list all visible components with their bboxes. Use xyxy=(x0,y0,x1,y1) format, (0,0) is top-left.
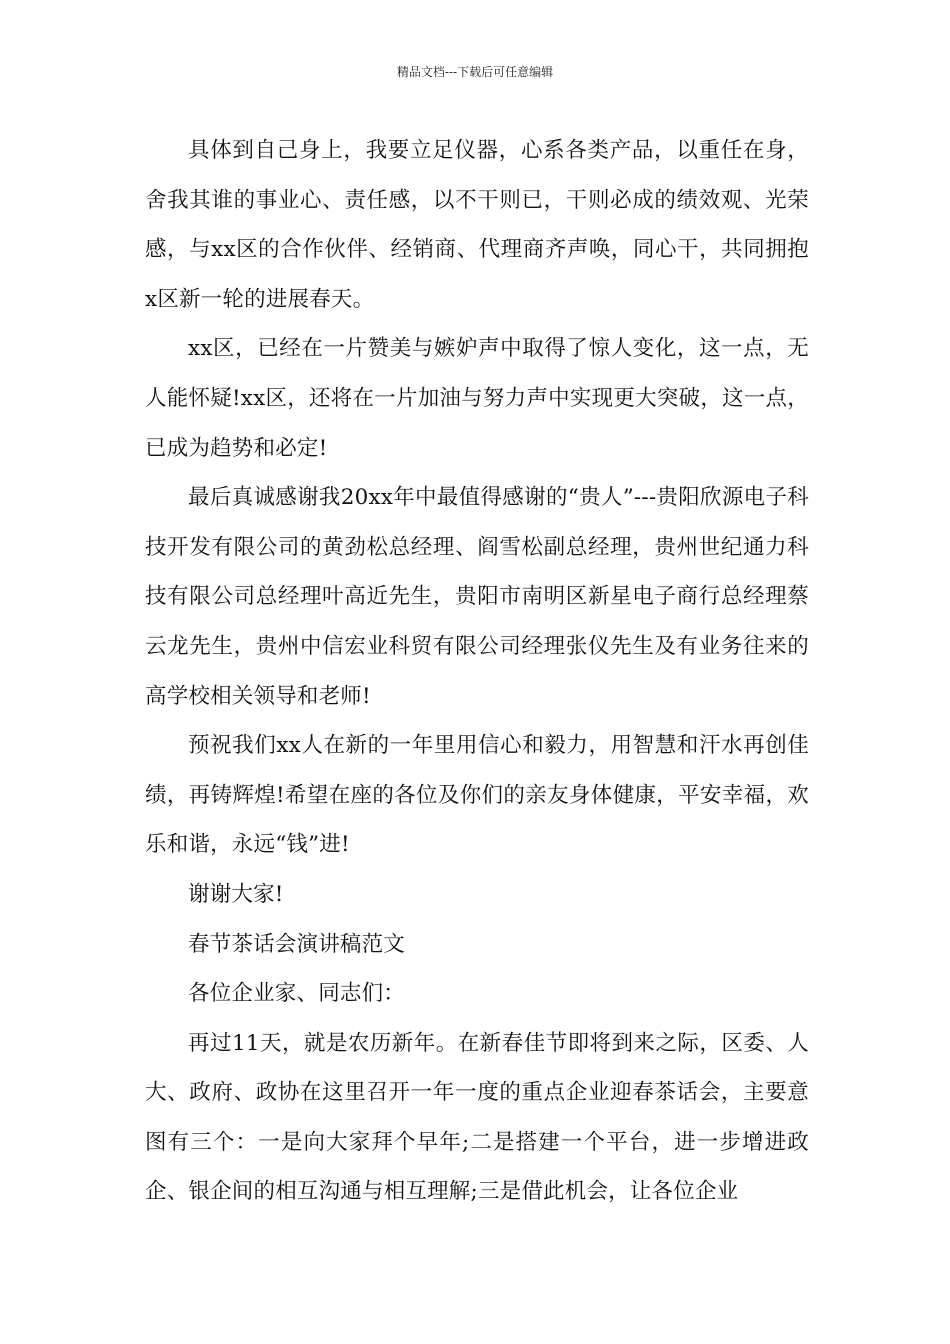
document-body xyxy=(145,126,809,1217)
paragraph-5: 再过11天，就是农历新年。在新春佳节即将到来之际，区委、人大、政府、政协在这里召开一年一度的重点企业迎春茶话会，主要意图有三个：一是向大家拜个早年;二是搭建一个平台，进一步增进政企、银企间的相互沟通与相互理解;三是借此机会，让各位企业 xyxy=(145,1030,809,1205)
paragraph-4: 预祝我们xx人在新的一年里用信心和毅力，用智慧和汗水再创佳绩，再铸辉煌!希望在座的各位及你们的亲友身体健康，平安幸福，欢乐和谐，永远“钱”进! xyxy=(145,733,809,858)
paragraph-3: 最后真诚感谢我20xx年中最值得感谢的“贵人”---贵阳欣源电子科技开发有限公司的黄劲松总经理、阎雪松副总经理，贵州世纪通力科技有限公司总经理叶高近先生，贵阳市南明区新星电子商行总经理蔡云龙先生，贵州中信宏业科贸有限公司经理张仪先生及有业务往来的高学校相关领导和老师! xyxy=(145,485,809,709)
section-title: 春节茶话会演讲稿范文 xyxy=(188,931,406,957)
paragraph-1: 具体到自己身上，我要立足仪器，心系各类产品，以重任在身，舍我其谁的事业心、责任感，以不干则已，干则必成的绩效观、光荣感，与xx区的合作伙伴、经销商、代理商齐声唤，同心干，共同拥抱x区新一轮的进展春天。 xyxy=(145,138,809,312)
page-header: 精品文档---下载后可任意编辑 xyxy=(396,65,554,79)
paragraph-2: xx区，已经在一片赞美与嫉妒声中取得了惊人变化，这一点，无人能怀疑!xx区，还将在一片加油与努力声中实现更大突破，这一点，已成为趋势和必定! xyxy=(145,336,809,461)
salutation: 各位企业家、同志们： xyxy=(188,981,406,1007)
paragraph-thanks: 谢谢大家! xyxy=(188,881,284,907)
